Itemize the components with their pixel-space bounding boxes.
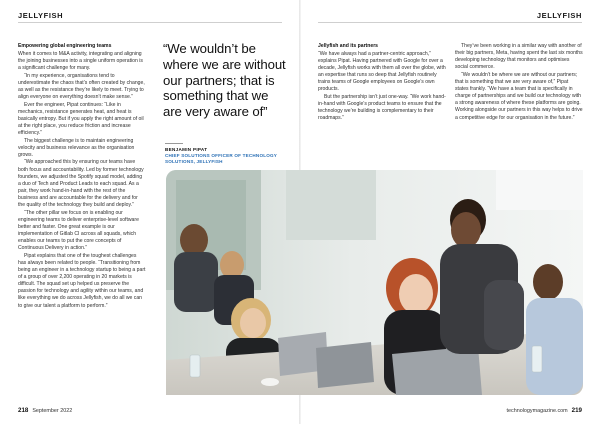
- issue-date: September 2022: [32, 408, 73, 414]
- pull-quote: “We wouldn’t be where we are without our partners; that is something that we are very aware of”: [163, 41, 286, 120]
- attribution-name: BENJAMIN PIPAT: [165, 147, 208, 152]
- paragraph: When it comes to M&A activity, integrating and aligning the joining businesses into a single uniform operation is a significant challenge for many.: [18, 50, 143, 71]
- section-heading: Jellyfish and its partners: [318, 43, 379, 49]
- article-column-left: [18, 43, 146, 310]
- page-number-left: 218: [18, 407, 29, 414]
- brand-header-left: JELLYFISH: [18, 11, 64, 20]
- article-column-right-a: [318, 43, 446, 123]
- footer-left: [18, 407, 72, 414]
- footer-right: [507, 407, 582, 414]
- team-photo: [166, 170, 583, 395]
- page-number-right: 219: [571, 407, 582, 414]
- header-divider-left: [18, 22, 282, 23]
- section-heading: Empowering global engineering teams: [18, 43, 112, 49]
- article-column-right-b: [455, 43, 583, 122]
- paragraph: They’ve been working in a similar way with another of their big partners, Meta, having spent the last six months developing technology that monitors and optimises social commerce.: [455, 43, 583, 71]
- paragraph: “We wouldn’t be where we are without our partners; that is something that we are very aware of,” Pipat states frankly. “We have a team that is specifically in charge of partnerships and we build our technology with a strong awareness of where these platforms are going. Working alongside our partners in this way helps to drive a competitive edge for our organisation in the future.”: [455, 71, 583, 121]
- header-divider-right: [318, 22, 582, 23]
- paragraph: The biggest challenge is to maintain engineering velocity and business relevance as the organisation grows.: [18, 137, 135, 158]
- site-url: technologymagazine.com: [506, 408, 568, 414]
- paragraph: “The other pillar we focus on is enabling our engineering teams to deliver enterprise-level software better and faster. One great example is our implementation of Gitlab CI across all squads, which enables our teams to put the core concepts of Continuous Delivery in action.”: [18, 209, 139, 252]
- paragraph: “In my experience, organisations tend to underestimate the chaos that’s often created by change, as well as the resistance they’re likely to meet. Trying to align everyone on everything doesn’t make sense.”: [18, 72, 145, 100]
- paragraph: “We approached this by ensuring our teams have both focus and accountability. Led by former technology founders, we adjusted the Spotify squad model, adding a duo of Tech and Product Leads to each squad. As a pair, they work hand-in-hand with the rest of the business and are accountable for the delivery and for the quality of the technology they build and deploy.”: [18, 159, 144, 209]
- quote-divider: [165, 143, 183, 144]
- paragraph: Ever the engineer, Pipat continues: “Like in mechanics, resistance generates heat, and heat is basically entropy. But if you apply the right amount of oil at the right place, you reduce friction and increase efficiency.”: [18, 101, 144, 136]
- brand-header-right: JELLYFISH: [536, 11, 582, 20]
- paragraph: But the partnership isn’t just one-way. “We work hand-in-hand with Google’s product teams to ensure that the technology we’re building is complementary to their roadmaps.”: [318, 93, 446, 122]
- paragraph: “We have always had a partner-centric approach,” explains Pipat. Having partnered with Google for over a decade, Jellyfish works with them all over the globe, with an expertise that runs so deep that Jellyfish routinely trains teams of Google employees on Google’s own products.: [318, 50, 446, 93]
- paragraph: Pipat explains that one of the toughest challenges has always been related to people. “Transitioning from being an engineer in a technology startup to being a part of a group of over 2,200 operating in 20 markets is difficult. The squad set up helped us preserve the passion for technology and agility within our teams, and like everything we do across Jellyfish, we do all we can to give our talent a platform to perform.”: [18, 252, 146, 309]
- attribution-role: CHIEF SOLUTIONS OFFICER OF TECHNOLOGY SOLUTIONS, JELLYFISH: [165, 153, 277, 164]
